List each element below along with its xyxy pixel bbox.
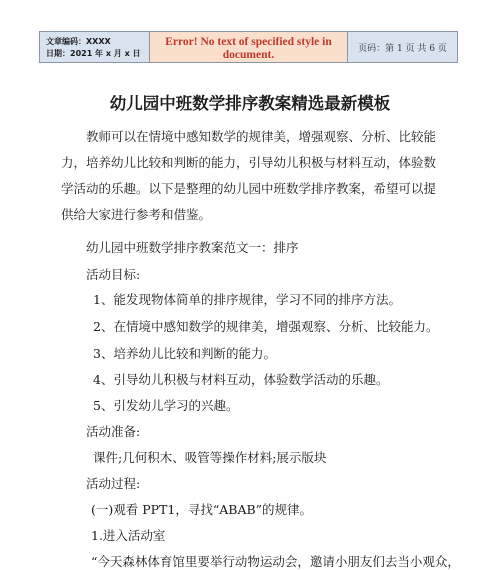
body-line: 活动目标:	[86, 267, 141, 282]
body-line: 活动准备:	[86, 424, 141, 439]
body-line: 1.进入活动室	[91, 528, 166, 543]
document-header	[39, 31, 458, 63]
body-line: “今天森林体育馆里要举行动物运动会，邀请小朋友们去当小观众，	[91, 554, 460, 569]
intro-paragraph	[61, 124, 443, 228]
body-line: 4、引导幼儿积极与材料互动，体验数学活动的乐趣。	[93, 372, 389, 387]
page-title: 幼儿园中班数学排序教案精选最新模板	[109, 94, 391, 113]
body-line: 2、在情境中感知数学的规律美，增强观察、分析、比较能力。	[93, 319, 439, 334]
body-line: 1、能发现物体简单的排序规律，学习不同的排序方法。	[93, 292, 401, 307]
doc-code: 文章编码：XXXX	[46, 37, 111, 46]
intro-text: 教师可以在情境中感知数学的规律美，增强观察、分析、比较能力，培养幼儿比较和判断的能力，引导幼儿积极与材料互动，体验数学活动的乐趣。以下是整理的幼儿园中班数学排序教案，希望可以提供给大家进行参考和借鉴。	[61, 129, 437, 222]
doc-date: 日期：2021 年 x 月 x 日	[46, 49, 141, 58]
header-meta	[40, 32, 150, 62]
body-line: 课件;几何积木、吸管等操作材料;展示版块	[93, 450, 327, 465]
body-line: 活动过程:	[86, 476, 141, 491]
body-line: 幼儿园中班数学排序教案范文一：排序	[86, 240, 299, 255]
page-info: 页码：第 1 页 共 6 页	[348, 32, 457, 62]
body-line: (一)观看 PPT1，寻找“ABAB”的规律。	[91, 502, 313, 517]
body-line: 5、引发幼儿学习的兴趣。	[93, 398, 239, 413]
header-error-text: Error! No text of specified style in document.	[150, 32, 348, 62]
body-line: 3、培养幼儿比较和判断的能力。	[93, 346, 276, 361]
